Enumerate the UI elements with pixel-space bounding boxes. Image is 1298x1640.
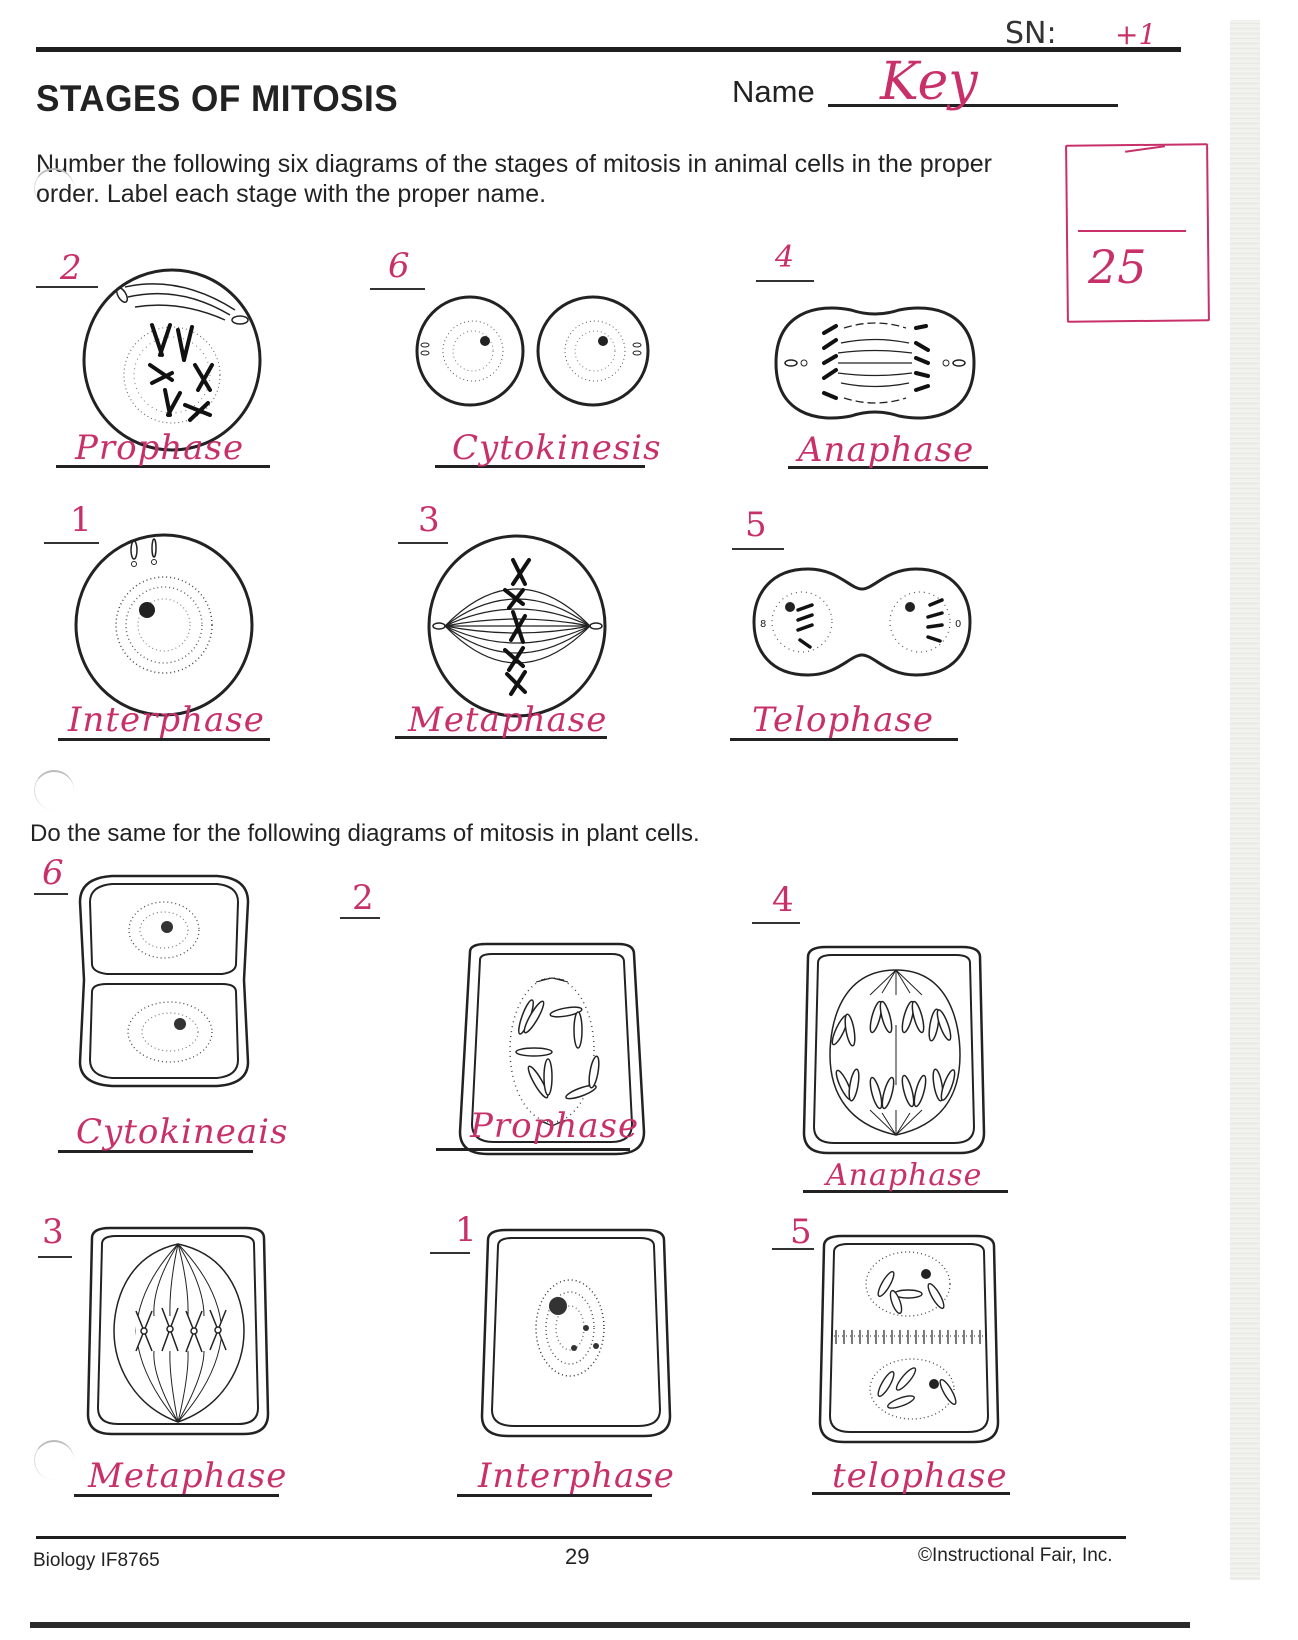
number-answer-animal-5[interactable]: 3 bbox=[418, 500, 440, 540]
score-fraction-line bbox=[1078, 230, 1186, 232]
number-blank-plant-5 bbox=[430, 1252, 470, 1254]
diagram-animal-interphase bbox=[72, 530, 257, 720]
page-title: STAGES OF MITOSIS bbox=[36, 78, 399, 119]
number-answer-plant-2[interactable]: 2 bbox=[352, 878, 374, 918]
stage-label-plant-5[interactable]: Interphase bbox=[478, 1456, 675, 1496]
number-answer-plant-3[interactable]: 4 bbox=[772, 880, 794, 920]
number-answer-animal-1[interactable]: 2 bbox=[60, 248, 82, 288]
number-blank-animal-3 bbox=[756, 280, 814, 282]
number-answer-animal-4[interactable]: 1 bbox=[70, 500, 92, 540]
stage-label-animal-5[interactable]: Metaphase bbox=[408, 700, 608, 740]
answer-line-plant-2 bbox=[436, 1148, 630, 1151]
diagram-plant-cytokinesis bbox=[72, 872, 257, 1090]
footer-page-number: 29 bbox=[565, 1544, 590, 1569]
scan-edge-shadow bbox=[1230, 20, 1260, 1580]
stage-label-plant-3[interactable]: Anaphase bbox=[826, 1158, 983, 1193]
stage-label-animal-2[interactable]: Cytokinesis bbox=[452, 428, 662, 468]
stage-label-plant-4[interactable]: Metaphase bbox=[88, 1456, 288, 1496]
footer-book-id: Biology IF8765 bbox=[33, 1550, 160, 1571]
diagram-plant-anaphase bbox=[800, 945, 988, 1155]
stage-label-plant-2[interactable]: Prophase bbox=[470, 1106, 640, 1146]
footer-publisher: ©Instructional Fair, Inc. bbox=[918, 1545, 1113, 1566]
name-field-value[interactable]: Key bbox=[880, 52, 978, 112]
plant-instructions: Do the same for the following diagrams of mitosis in plant cells. bbox=[30, 820, 700, 847]
number-answer-animal-3[interactable]: 4 bbox=[775, 240, 795, 275]
stage-label-animal-3[interactable]: Anaphase bbox=[798, 430, 975, 470]
stage-label-animal-6[interactable]: Telophase bbox=[752, 700, 935, 740]
diagram-plant-telophase bbox=[816, 1234, 1002, 1444]
svg-text:0: 0 bbox=[955, 619, 962, 630]
name-label: Name bbox=[732, 74, 815, 109]
animal-instructions-line2: order. Label each stage with the proper name. bbox=[36, 180, 547, 208]
punch-hole-shadow bbox=[34, 770, 74, 810]
number-blank-plant-4 bbox=[38, 1256, 72, 1258]
number-blank-plant-1 bbox=[34, 893, 68, 895]
diagram-animal-metaphase bbox=[425, 532, 610, 720]
number-answer-plant-6[interactable]: 5 bbox=[790, 1212, 812, 1252]
sn-label: SN: bbox=[1005, 16, 1057, 51]
number-answer-plant-1[interactable]: 6 bbox=[42, 853, 64, 893]
diagram-animal-telophase bbox=[750, 565, 975, 680]
punch-hole-shadow bbox=[34, 168, 74, 208]
sn-value: +1 bbox=[1115, 18, 1157, 51]
stage-label-animal-4[interactable]: Interphase bbox=[68, 700, 265, 740]
number-answer-animal-6[interactable]: 5 bbox=[745, 505, 767, 545]
diagram-plant-interphase bbox=[478, 1228, 674, 1438]
score-box bbox=[1065, 143, 1210, 322]
number-answer-animal-2[interactable]: 6 bbox=[388, 246, 410, 286]
stage-label-plant-6[interactable]: telophase bbox=[832, 1456, 1008, 1496]
stage-label-plant-1[interactable]: Cytokineais bbox=[76, 1112, 289, 1152]
number-blank-plant-3 bbox=[752, 922, 800, 924]
footer-rule bbox=[36, 1536, 1126, 1539]
diagram-animal-anaphase bbox=[766, 298, 984, 428]
diagram-animal-prophase bbox=[80, 265, 265, 455]
number-blank-animal-6 bbox=[732, 548, 784, 550]
score-denominator: 25 bbox=[1088, 240, 1147, 294]
diagram-animal-cytokinesis bbox=[415, 295, 650, 407]
number-answer-plant-5[interactable]: 1 bbox=[455, 1210, 477, 1250]
stage-label-animal-1[interactable]: Prophase bbox=[75, 428, 245, 468]
animal-instructions-line1: Number the following six diagrams of the stages of mitosis in animal cells in the proper bbox=[36, 150, 992, 178]
number-blank-animal-2 bbox=[370, 288, 425, 290]
number-answer-plant-4[interactable]: 3 bbox=[42, 1212, 64, 1252]
svg-text:8: 8 bbox=[760, 619, 767, 630]
punch-hole-shadow bbox=[34, 1440, 74, 1480]
diagram-plant-metaphase bbox=[84, 1226, 272, 1436]
bottom-scan-edge bbox=[30, 1622, 1190, 1628]
